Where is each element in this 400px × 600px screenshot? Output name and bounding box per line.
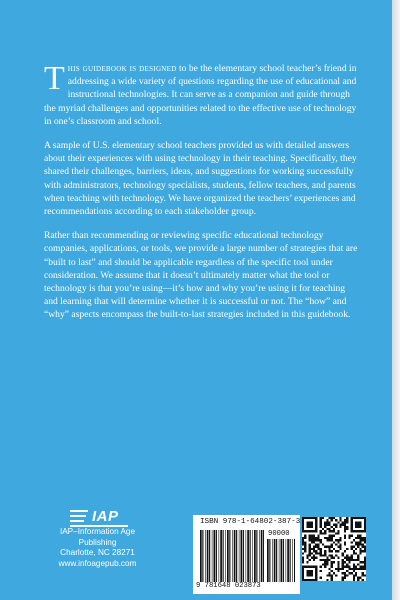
paragraph-1	[44, 62, 360, 128]
publisher-name: IAP–Information Age Publishing	[59, 527, 136, 547]
addon-barcode-bars	[267, 539, 295, 582]
publisher-block	[40, 505, 180, 569]
price-addon-code: 90000	[268, 530, 290, 538]
isbn-label: ISBN 978-1-64802-387-3	[200, 518, 301, 526]
blurb-text	[44, 62, 360, 333]
iap-logo	[70, 505, 130, 527]
qr-code	[302, 517, 366, 581]
paragraph-1-text: to be the elementary school teacher’s friend in addressing a wide variety of questions regarding the use of educational and instructional technologies. It can serve as a companion and guide through the myriad challenges and opportunities related to the effective use of technology in one’s classroom and school.	[44, 63, 357, 127]
isbn-barcode	[193, 515, 300, 594]
ean-digits: 9 781648 023873	[196, 582, 261, 590]
iap-logo-text: IAP	[92, 508, 119, 525]
drop-cap: T	[44, 60, 65, 97]
paragraph-3: Rather than recommending or reviewing specific educational technology companies, applications, or tools, we provide a large number of strategies that are “built to last” and should be applicable regardless of the specific tool under consideration. We assume that it doesn’t ultimately matter what the tool or technology is that you’re using—it’s how and why you’re using it for teaching and learning that will determine whether it is successful or not. The “how” and “why” aspects encompass the built-to-last strategies included in this guidebook.	[44, 230, 358, 321]
publisher-city: Charlotte, NC 28271	[60, 548, 135, 557]
publisher-website: www.infoagepub.com	[58, 558, 137, 568]
lead-in-smallcaps: his guidebook is designed	[67, 63, 177, 74]
ean-barcode-bars	[200, 530, 264, 582]
paragraph-2: A sample of U.S. elementary school teachers provided us with detailed answers about their experiences with using technology in their teaching. Specifically, they shared their challenges, barriers, ideas, and suggestions for working successfully with administrators, technology specialists, students, fellow teachers, and parents when teaching with technology. We have organized the teachers’ experiences and recommendations according to each stakeholder group.	[44, 140, 357, 218]
cover-edge	[392, 0, 400, 600]
